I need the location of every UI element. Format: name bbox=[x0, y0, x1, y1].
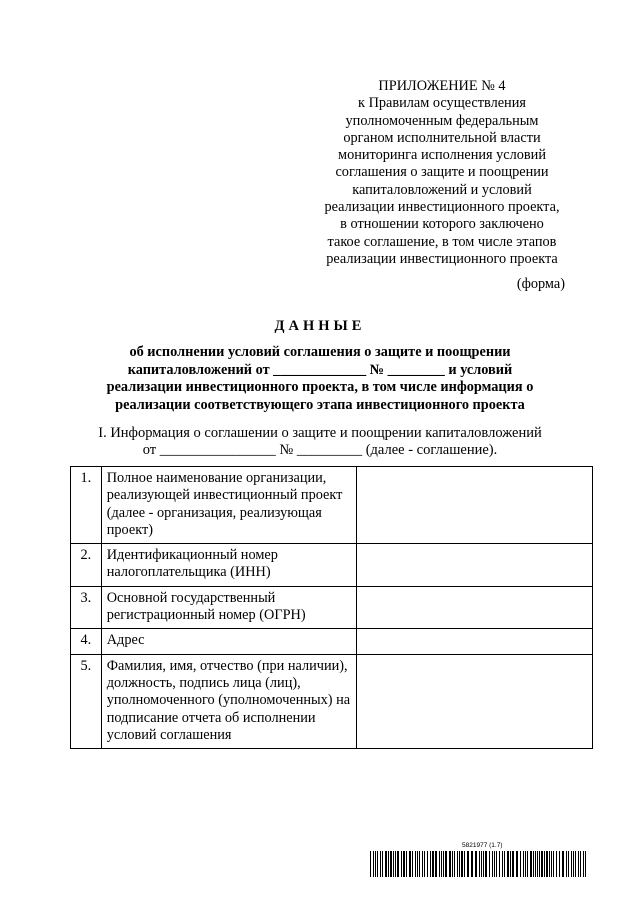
barcode-icon bbox=[370, 851, 588, 877]
appendix-line: соглашения о защите и поощрении bbox=[335, 164, 549, 181]
table-row bbox=[71, 654, 593, 748]
appendix-line: мониторинга исполнения условий bbox=[338, 147, 546, 164]
row-number: 1. bbox=[71, 467, 102, 544]
appendix-line: органом исполнительной власти bbox=[343, 129, 541, 146]
row-number: 3. bbox=[71, 586, 102, 629]
subtitle-line: об исполнении условий соглашения о защите и поощрении bbox=[129, 344, 511, 360]
subtitle-line: реализации инвестиционного проекта, в том числе информация о bbox=[106, 379, 534, 395]
row-label: Основной государственный регистрационный номер (ОГРН) bbox=[101, 586, 356, 629]
subtitle-line: капиталовложений от _____________ № ________ и условий bbox=[127, 361, 513, 378]
row-label: Адрес bbox=[101, 629, 356, 654]
row-value bbox=[356, 586, 592, 629]
appendix-line: к Правилам осуществления bbox=[358, 95, 526, 112]
table-row bbox=[71, 467, 593, 544]
section-heading-line: от ________________ № _________ (далее - соглашение). bbox=[142, 442, 498, 458]
row-label: Идентификационный номер налогоплательщика (ИНН) bbox=[101, 544, 356, 587]
row-label: Фамилия, имя, отчество (при наличии), должность, подпись лица (лиц), уполномоченного (уполномоченных) на подписание отчета об исполнении условий соглашения bbox=[101, 654, 356, 748]
appendix-header bbox=[300, 78, 584, 268]
agreement-info-table bbox=[70, 466, 593, 749]
appendix-line: капиталовложений и условий bbox=[352, 181, 532, 198]
row-number: 2. bbox=[71, 544, 102, 587]
row-value bbox=[356, 654, 592, 748]
subtitle-line: реализации соответствующего этапа инвестиционного проекта bbox=[115, 396, 525, 413]
row-label: Полное наименование организации, реализующей инвестиционный проект (далее - организация, реализующая проект) bbox=[101, 467, 356, 544]
row-number: 5. bbox=[71, 654, 102, 748]
appendix-line: реализации инвестиционного проекта, bbox=[324, 199, 560, 216]
table-row bbox=[71, 544, 593, 587]
row-value bbox=[356, 629, 592, 654]
appendix-line: такое соглашение, в том числе этапов bbox=[327, 233, 557, 250]
appendix-line: в отношении которого заключено bbox=[340, 216, 544, 233]
table-row bbox=[71, 586, 593, 629]
document-subtitle bbox=[60, 344, 580, 414]
document-title: ДАННЫЕ bbox=[274, 318, 366, 334]
table-row bbox=[71, 629, 593, 654]
section-heading-line: I. Информация о соглашении о защите и поощрении капиталовложений bbox=[98, 425, 542, 441]
row-value bbox=[356, 544, 592, 587]
appendix-line: ПРИЛОЖЕНИЕ № 4 bbox=[378, 78, 506, 94]
barcode-number: 5821977 (1.7) bbox=[462, 842, 503, 849]
row-number: 4. bbox=[71, 629, 102, 654]
appendix-line: реализации инвестиционного проекта bbox=[326, 250, 558, 267]
form-label: (форма) bbox=[516, 276, 565, 292]
appendix-line: уполномоченным федеральным bbox=[345, 112, 539, 129]
row-value bbox=[356, 467, 592, 544]
section-heading bbox=[60, 425, 580, 459]
